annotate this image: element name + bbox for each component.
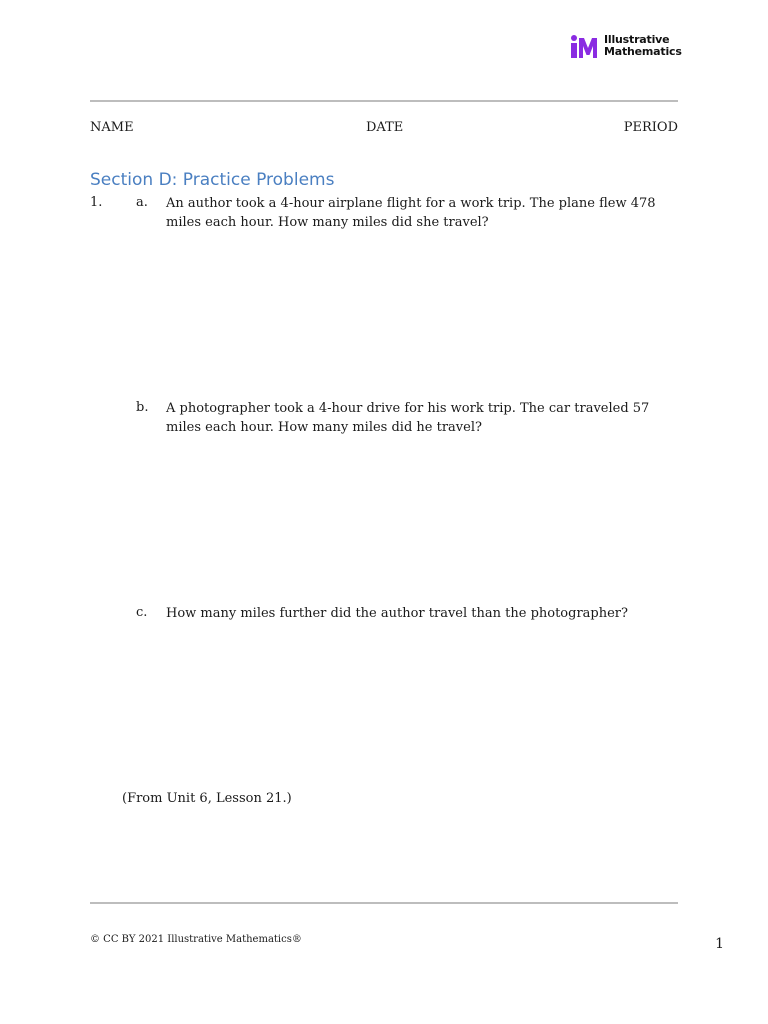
footer-rule (90, 902, 678, 904)
part-c-label: c. (136, 605, 148, 620)
part-b-text: A photographer took a 4-hour drive for his work trip. The car traveled 57 miles each hour. How many miles did he travel? (166, 401, 650, 435)
part-c-text: How many miles further did the author travel than the photographer? (166, 606, 628, 621)
page-number: 1 (715, 936, 724, 952)
source-note: (From Unit 6, Lesson 21.) (122, 791, 292, 806)
copyright: © CC BY 2021 Illustrative Mathematics® (90, 934, 302, 945)
section-title: Section D: Practice Problems (90, 170, 335, 190)
part-a-text: An author took a 4-hour airplane flight for a work trip. The plane flew 478 miles each hour. How many miles did she travel? (166, 196, 656, 230)
date-label: DATE (366, 120, 404, 135)
header-rule (90, 100, 678, 102)
part-b-label: b. (136, 400, 149, 415)
problem-number: 1. (90, 195, 103, 210)
period-label: PERIOD (623, 120, 678, 135)
name-label: NAME (90, 120, 134, 135)
im-logo (570, 34, 680, 60)
part-a-label: a. (136, 195, 148, 210)
logo-wordmark: Illustrative Mathematics (604, 33, 682, 58)
im-logo-icon (570, 34, 600, 60)
